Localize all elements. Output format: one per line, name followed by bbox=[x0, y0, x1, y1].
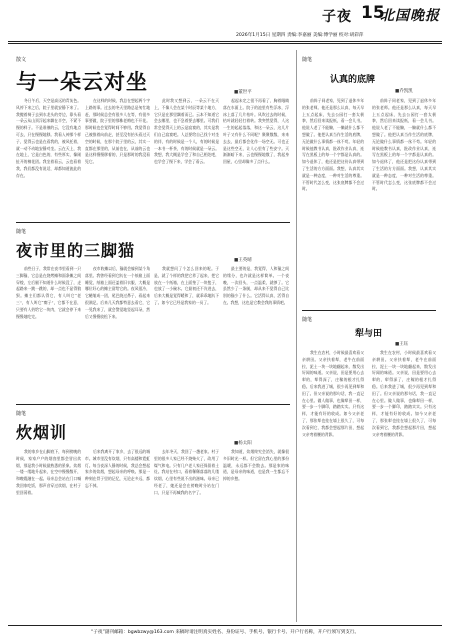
side2-text-b: 我生在农村，小时候最喜欢看父亲耕田。父亲扶着犁，老牛在前面拉，泥土一块一块地翻起来，散发出好闻的味道。父亲说，田是要用心去犁的，犁得深了，庄稼的根才扎得稳。后来我进了城，很少再见到犁和田了。但父亲说的那句话，我一直记在心里。做人做事，也像犁田一样，要一步一个脚印，踏踏实实。只有这样，才能有好的收成。如今父亲老了，那张犁也挂在墙上很久了，可每次看到它，我都会想起那片田，想起父亲弯着腰的背影。 bbox=[372, 350, 436, 437]
side2-byline: ■王钰 bbox=[395, 342, 409, 347]
article1-col1: 冬日午后，天空是高远的青灰色。风停下来之后，院子里就安静下来了。我搬着椅子去到水龙头的旁边，靠头看一朵云从山顶浮起来飘在半空，不紧不慢的样子。不是谁催的云，它没有地点可去，只在慢慢地移。我看入神那个样子，觉得云也是在看我的，被风托着，就一动不动地安静对坐。云在天上，我在地上，它是白色的，有些厚实，像刚扯开的棉花团。我坐着看云，云也看着我，我们都没有说话，却都知道彼此的存在。 bbox=[16, 98, 81, 178]
column-divider bbox=[296, 50, 297, 622]
side1-tag: 随笔 bbox=[302, 57, 313, 63]
divider bbox=[16, 404, 290, 405]
side1-text-b: 前阵子同老家，见到了退休多年的张老师。他还是那么认真，每天早上五点起床，先去公园打一套太极拳，然后回来读报纸，看一会儿书。他说人老了不能懒，一懒就什么都不想做了。他把认真当作生活的底牌，无论做什么事情都一丝不苟。年轻的时候他教书认真，批改作业认真，连写在黑板上的每一个字都是认真的。如今退休了，他还是把这份认真带到了生活的方方面面。我想，认真其实就是一种态度，一种对生活的尊重。不管时代怎么变，这张底牌都不会过时。 bbox=[372, 98, 436, 192]
article1-tag: 散文 bbox=[16, 57, 27, 63]
article2-title: 夜市里的三脚猫 bbox=[16, 241, 136, 260]
side1-text-a: 前阵子同老家，见到了退休多年的张老师。他还是那么认真，每天早上五点起床，先去公园打一套太极拳，然后回来读报纸，看一会儿书。他说人老了不能懒，一懒就什么都不想做了。他把认真当作生活的底牌，无论做什么事情都一丝不苟。年轻的时候他教书认真，批改作业认真，连写在黑板上的每一个字都是认真的。如今退休了，他还是把这份认真带到了生活的方方面面。我想，认真其实就是一种态度，一种对生活的尊重。不管时代怎么变，这张底牌都不会过时。 bbox=[302, 98, 364, 192]
article1-byline: ■董世平 bbox=[234, 90, 252, 95]
article3-title: 炊烟训 bbox=[16, 423, 68, 442]
article2-col3: 我就想问了个怎么回来的呢。于是，就了个样的我把它养了起来，把它放在一个纸箱，在上面垫了一块毯子，也放了一小碗水。它最初还不肯进去，后来大概是觉得暖和了，就乖乖地趴下了。如今它已经是我家的一员了。 bbox=[154, 266, 219, 305]
page-number: 15 bbox=[361, 3, 385, 23]
divider bbox=[16, 222, 290, 223]
article1-col2: 在这样的时候，我总在想起两个字上路的事。过去的冬天里路总是匆忙地赶，那时候总会有很多人在等，有很多事要做，院子里的那株老梅也不开花。那时候也会觉得时间不够用。我觉得自己被推着向前走，甚至没有抬头看过天空的时候，在那个院子里的云，其实一直都在那里的，从前也在，从前的云也是这样慢慢移着的，只是那时的我没看见它。 bbox=[85, 98, 150, 165]
header-rule bbox=[8, 41, 442, 42]
side1-title: 认真的底牌 bbox=[330, 75, 376, 85]
side2-text-a: 我生在农村，小时候最喜欢看父亲耕田。父亲扶着犁，老牛在前面拉，泥土一块一块地翻起来，散发出好闻的味道。父亲说，田是要用心去犁的，犁得深了，庄稼的根才扎得稳。后来我进了城，很少再见到犁和田了。但父亲说的那句话，我一直记在心里。做人做事，也像犁田一样，要一步一个脚印，踏踏实实。只有这样，才能有好的收成。如今父亲老了，那张犁也挂在墙上很久了，可每次看到它，我都会想起那片田，想起父亲弯着腰的背影。 bbox=[302, 350, 364, 437]
article2-col2: 夜市收摊以后，猫就会躲到某个角落里。我曾经看到它趴在一个纸箱上面睡觉，纸箱上面还盖着旧衣服，大概是哪位好心的摊主留给它的。夜风很冷，它蜷缩成一团，尾巴绕过鼻子，看起来很满足。后来几天我都特意去看它，它一见我来了，就会警觉地竖起耳朵，然后又慢慢放松下来。 bbox=[85, 266, 150, 319]
article2-col1: 前些日子，我常在夜市里看到一只三脚猫，它总是在烧烤摊和面条摊之间穿梭，左后腿不知道什么时候没了，走起路来一跳一跳的，却一点也不显得狼狈。摊主们都认得它，有人叫它“老三”，有人叫它“瘸子”，它都不在意，只要有人扔给它一块肉，它就会停下来慢慢地吃完。 bbox=[16, 266, 81, 319]
article3-col1: 我的家乡在山脚底下，每到傍晚的时候，家家户户的烟囱里都会冒出炊烟，那是我小时候最熟悉的景象。炊烟一缕一缕地升起来，在空中慢慢散开，和晚霞融在一起。母亲总会站在门口喊我回家吃饭，那声音穿过炊烟，在村子里回荡着。 bbox=[16, 449, 81, 495]
article3-col3: 去年冬天，我回了一趟老家。村子里的很多人家已经不烧柴火了，改用了煤气和电。只有几户老人家还保留着土灶。我站在村口，看着稀稀落落的几缕炊烟，心里有些说不出的滋味。母亲已经老了，她还是会在傍晚时分站在门口，只是不再喊我的名字了。 bbox=[154, 449, 219, 495]
article1-col4: 起起未定之很不再看了，胸着眼睛落在水面上。院子的池里有些浮冰，浮冰上落了几片枯叶。风吹过去的时候，枯叶就轻轻打着转。我突然觉得，人这一生的起起落落，和这一朵云，这几片叶子又有什么不同呢？聚聚散散，来来去去，最后都会化作一场空无。可也正是这些空无，让人心里有了些安宁。天渐渐暗下来，云也慢慢地散了，我起身回屋，心里却像多了点什么。 bbox=[223, 98, 289, 165]
article3-tag: 随笔 bbox=[16, 411, 27, 417]
divider bbox=[302, 310, 436, 311]
side2-tag: 随笔 bbox=[302, 317, 313, 323]
side1-byline: ■乔凯凯 bbox=[395, 89, 413, 94]
article2-tag: 随笔 bbox=[16, 229, 27, 235]
article1-title: 与一朵云对坐 bbox=[16, 70, 148, 94]
footer-note: “子夜”副刊邮箱：bgwbzwy@163.com 来稿时请注明真实姓名、身份证号、手机号、银行卡号、开户行名称，开户行须写到支行。 bbox=[8, 625, 442, 640]
section-name: 子夜 bbox=[322, 9, 352, 25]
article3-col4: 我知道，炊烟终究会消失，就像很多旧时光一样。但它留在我心里的那份温暖，永远都不会散去。那是家的味道，是母亲的味道，也是我一生都忘不掉的乡愁。 bbox=[223, 449, 289, 482]
article1-col3: 此时我又想到云，一朵云不在天上，不像人会在某个时辰等某个地方，它只是在那里飘着而已。云本不知道它会去哪里，也不急着要去哪里。可我们常会觉得天上的云是寂寞的，其实是我们自己寂寞吧。人总要给自己找个对坐的伴，有的时候是一个人，有的时候是一本书一杯茶，有的时候就是一朵云。我想，我大概是学会了和自己相处吧，也学会了慢下来，学会了看云。 bbox=[154, 98, 219, 165]
side2-title: 犁与田 bbox=[355, 329, 383, 339]
article3-col2: 后来我离开了家乡，去了很远的城市。城市里没有炊烟，只有高楼和霓虹灯。每当夜深人静的时候，我总会想起家乡的炊烟，想起母亲的呼唤。那是一种刻在骨子里的记忆，无论走多远，都忘不掉。 bbox=[85, 449, 150, 488]
article3-byline: ■杨太阳 bbox=[234, 441, 252, 446]
article2-col4: 最主要的是，我觉得，人和猫之间的缘分，也许就是这样简单。一个夜晚，一次回头，一点温柔，就够了。它虽然少了一条腿，却从来不觉得自己比别的猫少了什么。它活得认真，活得自在。我想，这也是它教会我的事情吧。 bbox=[223, 266, 289, 305]
header-rule-thin bbox=[8, 43, 442, 44]
header-meta: 2026年1月15日 星期四 责编:李嘉丽 美编:傅学丽 校对:胡彩萍 bbox=[236, 33, 364, 38]
article2-byline: ■王英晴 bbox=[234, 258, 252, 263]
paper-name: 北国晚报 bbox=[380, 8, 440, 24]
